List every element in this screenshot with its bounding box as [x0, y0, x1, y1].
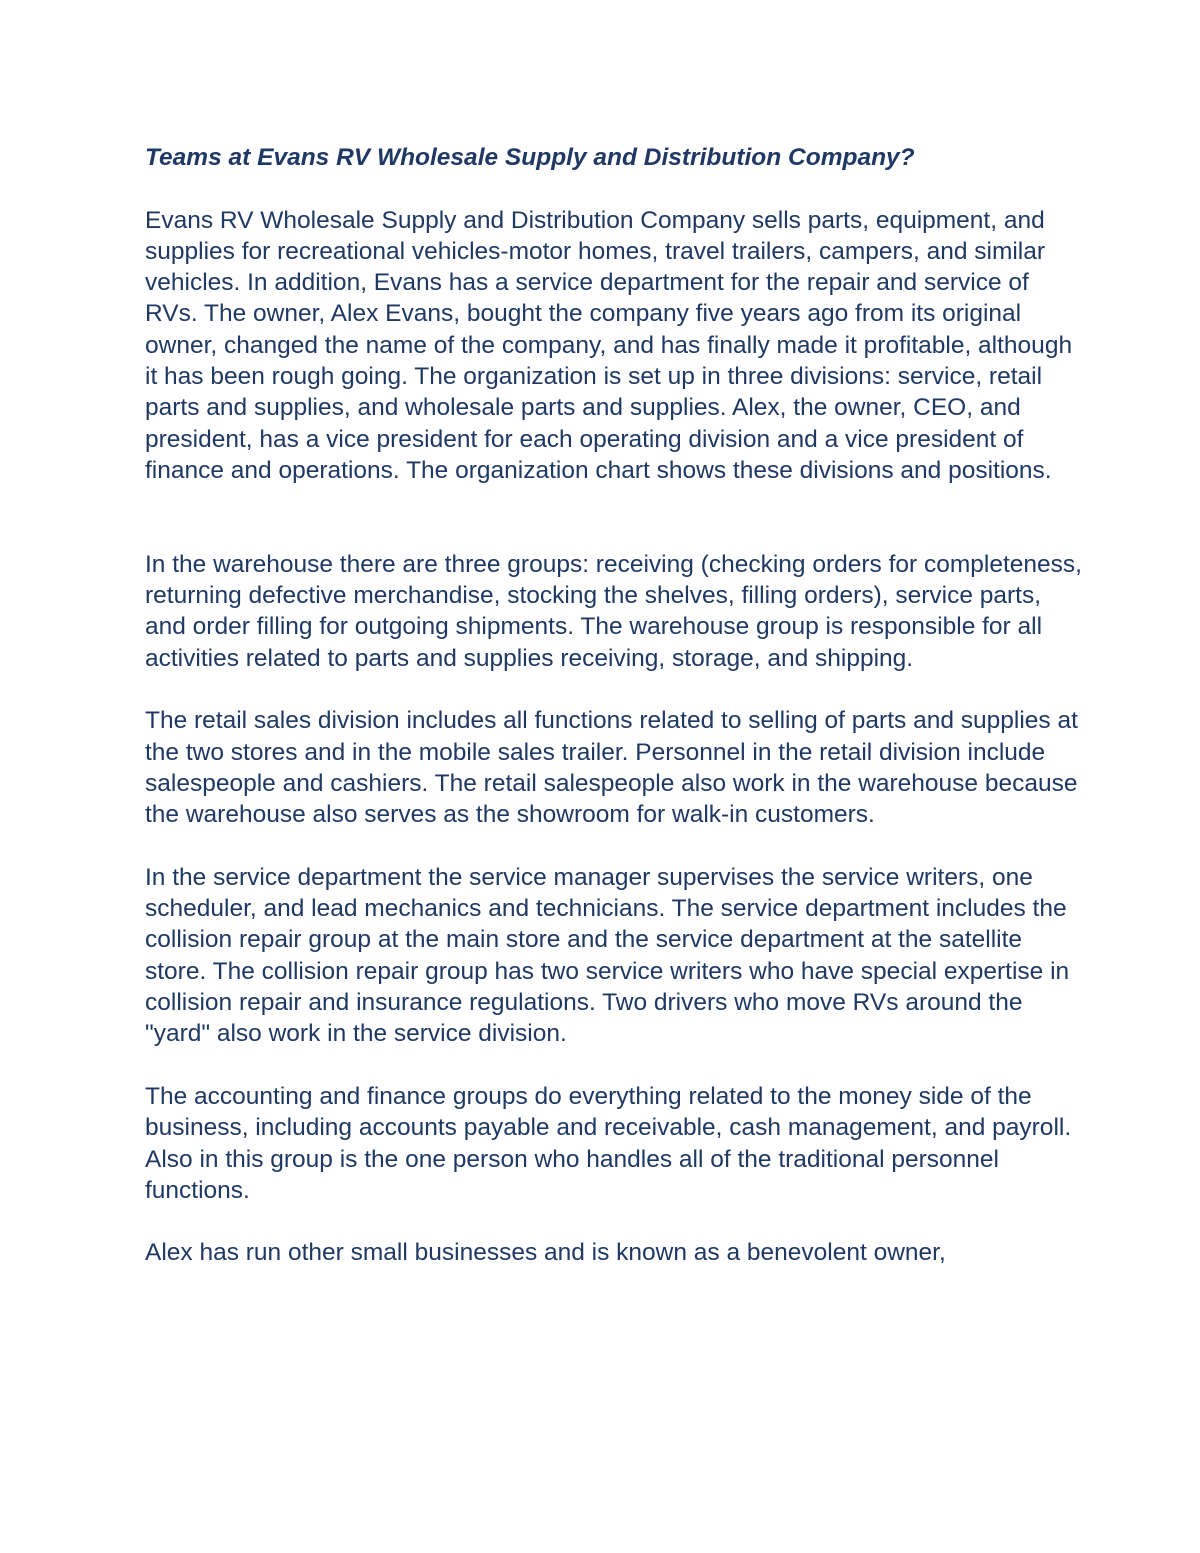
- paragraph-company-overview: Evans RV Wholesale Supply and Distribution Company sells parts, equipment, and supplies for recreational vehicles-motor homes, travel trailers, campers, and similar vehicles. In addition, Evans has a service department for the repair and service of RVs. The owner, Alex Evans, bought the company five years ago from its original owner, changed the name of the company, and has finally made it profitable, although it has been rough going. The organization is set up in three divisions: service, retail parts and supplies, and wholesale parts and supplies. Alex, the owner, CEO, and president, has a vice president for each operating division and a vice president of finance and operations. The organization chart shows these divisions and positions.: [145, 206, 1073, 484]
- spacer: [145, 1050, 1085, 1081]
- spacer: [145, 831, 1085, 862]
- paragraph-service-department: In the service department the service manager supervises the service writers, one scheduler, and lead mechanics and technicians. The service department includes the collision repair group at the main store and the service department at the satellite store. The collision repair group has two service writers who have special expertise in collision repair and insurance regulations. Two drivers who move RVs around the "yard" also work in the service division.: [145, 863, 1070, 1048]
- document-title: Teams at Evans RV Wholesale Supply and Distribution Company?: [145, 144, 915, 171]
- spacer: [145, 674, 1085, 705]
- paragraph-accounting-finance: The accounting and finance groups do everything related to the money side of the business, including accounts payable and receivable, cash management, and payroll. Also in this group is the one person who handles all of the traditional personnel functions.: [145, 1082, 1072, 1204]
- paragraph-retail-sales: The retail sales division includes all functions related to selling of parts and supplies at the two stores and in the mobile sales trailer. Personnel in the retail division include salespeople and cashiers. The retail salespeople also work in the warehouse because the warehouse also serves as the showroom for walk-in customers.: [145, 707, 1078, 829]
- document-body: [145, 142, 1085, 1269]
- paragraph-warehouse: In the warehouse there are three groups: receiving (checking orders for completeness, returning defective merchandise, stocking the shelves, filling orders), service parts, and order filling for outgoing shipments. The warehouse group is responsible for all activities related to parts and supplies receiving, storage, and shipping.: [145, 550, 1082, 672]
- spacer: [145, 173, 1085, 204]
- paragraph-alex-owner: Alex has run other small businesses and is known as a benevolent owner,: [145, 1239, 946, 1267]
- spacer: [145, 486, 1085, 549]
- spacer: [145, 1206, 1085, 1237]
